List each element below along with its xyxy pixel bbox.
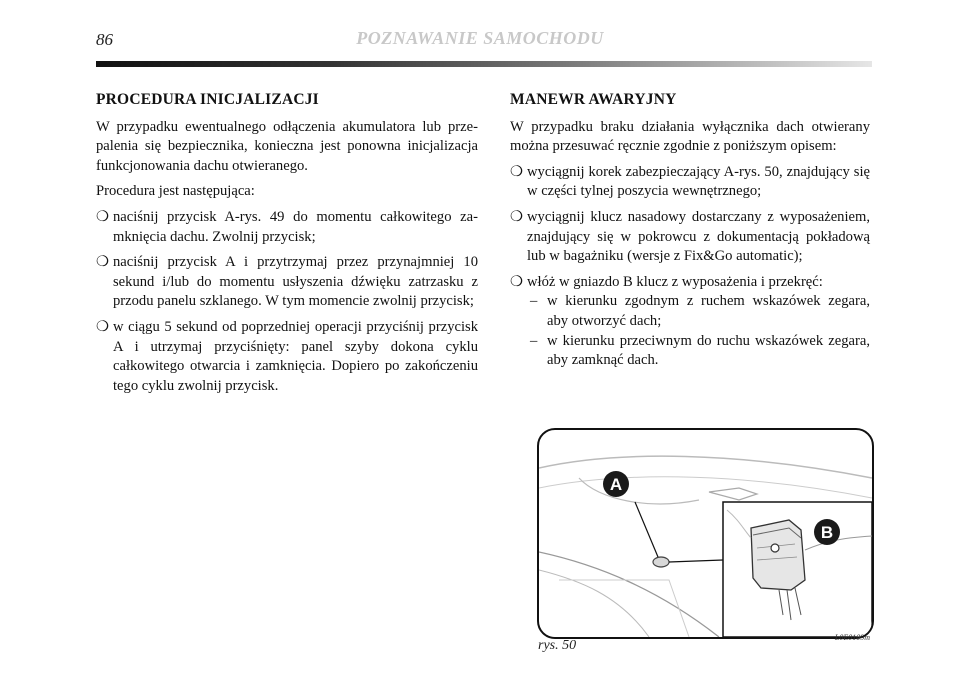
list-item (96, 318, 478, 396)
intro-paragraph: W przypadku ewentualnego odłączenia akumulatora lub przepalenia się bezpiecznika, konieczna jest ponowna inicjalizacja funkcjonowania dachu otwieranego. (96, 118, 478, 174)
page-number: 86 (96, 30, 113, 49)
heading-initialization: PROCEDURA INICJALIZACJI (96, 91, 319, 108)
figure-caption: rys. 50 (538, 638, 577, 653)
bullet-icon: ❍ (510, 163, 524, 180)
bullet-icon: ❍ (96, 318, 110, 335)
list-item (510, 273, 870, 293)
sub-list-item (510, 292, 870, 331)
list-item-text: włóż w gniazdo B klucz z wyposażenia i przekręć: (527, 273, 823, 290)
right-column (510, 90, 870, 371)
header-rule (96, 61, 872, 67)
procedure-label: Procedura jest następująca: (96, 183, 255, 200)
sub-list-item-text: w kierunku przeciwnym do ruchu wskazówek zegara, aby zamknąć dach. (547, 332, 870, 369)
figure-illustration (537, 428, 874, 639)
heading-emergency: MANEWR AWARYJNY (510, 91, 677, 108)
list-item (96, 208, 478, 247)
list-item-text: naciśnij przycisk A-rys. 49 do momentu całkowitego zamknięcia dachu. Zwolnij przycisk; (113, 208, 478, 245)
figure-code: L0E0109m (834, 633, 870, 642)
list-item-text: w ciągu 5 sekund od poprzedniej operacji przyciśnij przycisk A i utrzymaj przyciśnięty: panel szyby dokona cyklu całkowitego otwarcia i zamknięcia. Dopiero po zakończeniu tego cyklu zwolnij przycisk. (113, 318, 478, 394)
dash-icon: – (530, 293, 538, 310)
bullet-icon: ❍ (510, 208, 524, 225)
list-item (96, 253, 478, 312)
sub-list-item (510, 332, 870, 371)
list-item-text: naciśnij przycisk A i przytrzymaj przez przynajmniej 10 sekund i/lub do momentu usłyszenia dźwięku zatrzasku z przodu panelu szklanego. W tym momencie zwolnij przycisk; (113, 254, 478, 310)
intro-paragraph: W przypadku braku działania wyłącznika dach otwierany można przesuwać ręcznie zgodnie z poniższym opisem: (510, 118, 870, 155)
roof-panel-drawing (539, 430, 872, 637)
section-title: POZNAWANIE SAMOCHODU (356, 28, 604, 48)
left-column (96, 90, 478, 402)
callout-a-label: A (609, 475, 623, 494)
list-item (510, 208, 870, 267)
list-item-text: wyciągnij klucz nasadowy dostarczany z wyposażeniem, znajdujący się w pokrowcu z dokumentacją pokładową lub w bagażniku (wersje z Fix&Go automatic); (527, 208, 870, 265)
bullet-icon: ❍ (96, 208, 110, 225)
callout-b-label: B (820, 523, 834, 542)
list-item-text: wyciągnij korek zabezpieczający A-rys. 50, znajdujący się w części tylnej poszycia wewnętrznego; (527, 163, 870, 200)
sub-list-item-text: w kierunku zgodnym z ruchem wskazówek zegara, aby otworzyć dach; (547, 293, 870, 329)
bullet-icon: ❍ (96, 254, 110, 271)
dash-icon: – (530, 332, 538, 349)
plug-a-icon (653, 557, 669, 567)
bullet-icon: ❍ (510, 273, 524, 290)
list-item (510, 163, 870, 202)
